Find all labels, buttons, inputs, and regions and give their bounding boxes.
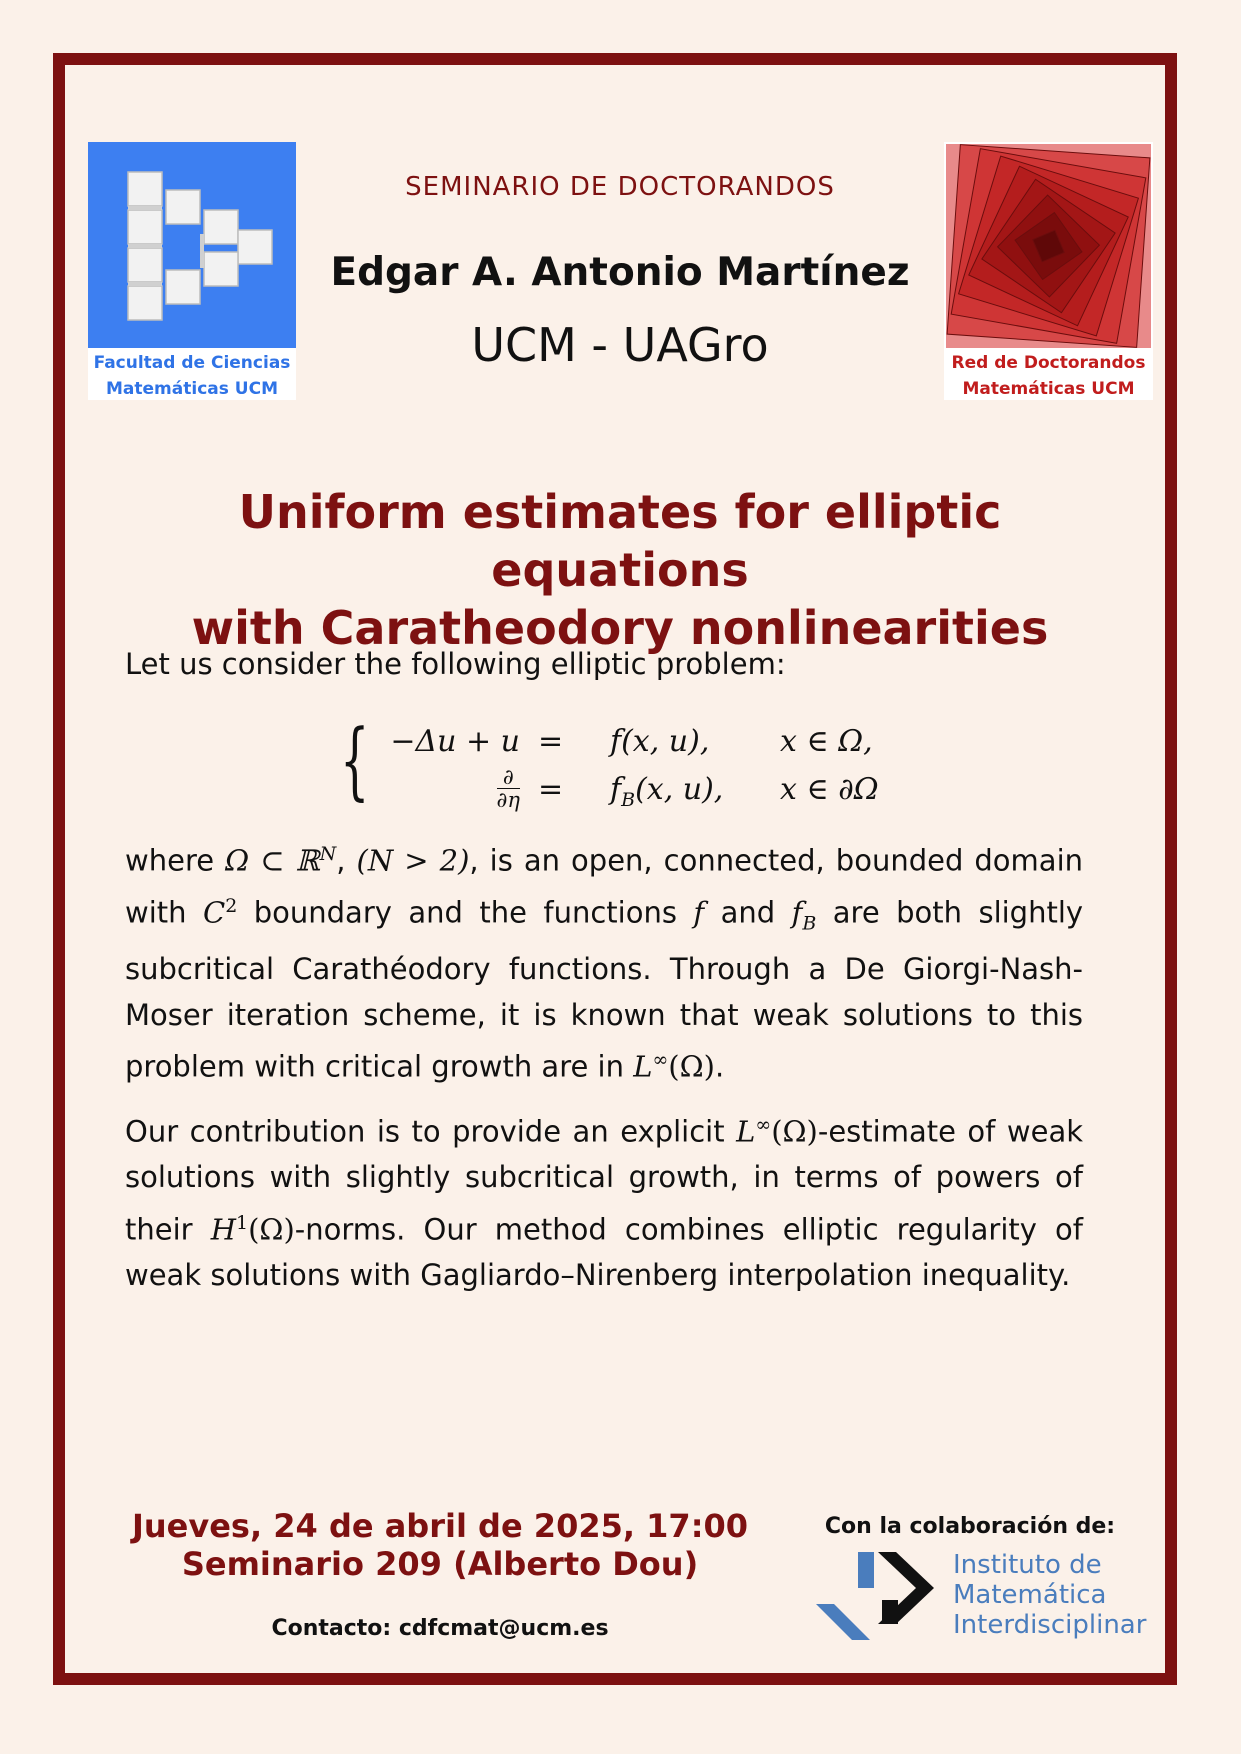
event-date: Jueves, 24 de abril de 2025, 17:00 <box>131 1507 749 1545</box>
event-info <box>130 1507 750 1583</box>
red-doctorandos-logo <box>944 142 1153 400</box>
talk-title-line2: with Caratheodory nonlinearities <box>191 601 1049 655</box>
abstract-intro: Let us consider the following elliptic problem: <box>125 647 786 681</box>
eq2-lhs <box>497 766 520 811</box>
eq2-rhs: $f_B(x$, u), <box>610 772 724 811</box>
imi-name-line1: Instituto de <box>953 1550 1102 1580</box>
event-room: Seminario 209 (Alberto Dou) <box>181 1545 699 1583</box>
talk-title-line1: Uniform estimates for elliptic equations <box>238 485 1002 597</box>
red-caption-line2: Matemáticas UCM <box>962 379 1135 399</box>
eq1-lhs: −Δu + u <box>390 724 520 759</box>
collaboration-label: Con la colaboración de: <box>824 1514 1116 1539</box>
contact-email[interactable]: Contacto: cdfcmat@ucm.es <box>271 1616 609 1641</box>
imi-name <box>953 1550 1146 1640</box>
spiral-squares-icon <box>946 144 1151 348</box>
eq2-lhs-denominator: ∂η <box>496 788 520 812</box>
imi-name-line2: Matemática <box>953 1580 1107 1610</box>
equation-row-1 <box>370 724 910 764</box>
eq2-equals: = <box>538 772 564 807</box>
eq2-condition: x ∈ ∂Ω <box>780 772 879 807</box>
eq1-condition: x ∈ Ω, <box>780 724 873 759</box>
abstract-paragraph-1: where Ω ⊂ ℝ$^N$, (N > 2), is an open, connected, bounded domain with $C^2$ boundary and the functions f and $f_B$ are both slightly subcritical Carathéodory functions. Through a De Giorgi-Nash-Moser iteration scheme, it is known that weak solutions to this problem with critical growth are in L∞(Ω). <box>125 843 1084 1084</box>
imi-mark-icon <box>812 1548 952 1644</box>
facultad-caption-line2: Matemáticas UCM <box>106 379 278 399</box>
facultad-caption <box>88 350 296 402</box>
speaker-name: Edgar A. Antonio Martínez <box>330 250 910 295</box>
left-brace: { <box>340 711 370 809</box>
facultad-logo <box>88 142 296 400</box>
equation-row-2 <box>370 765 910 812</box>
red-caption-line1: Red de Doctorandos <box>951 353 1146 373</box>
abstract-paragraph-2: Our contribution is to provide an explicit L∞(Ω)-estimate of weak solutions with slightly subcritical growth, in terms of powers of their $H^1(\Omega)$-norms. Our method combines elliptic regularity of weak solutions with Gagliardo–Nirenberg interpolation inequality. <box>125 1114 1084 1292</box>
red-caption <box>944 350 1153 402</box>
impossible-cubes-icon <box>88 142 296 348</box>
equation-system <box>340 711 900 818</box>
eq1-equals: = <box>538 724 564 759</box>
eq2-lhs-numerator: ∂ <box>497 766 520 789</box>
talk-title <box>120 483 1120 657</box>
imi-name-line3: Interdisciplinar <box>953 1610 1147 1640</box>
eq1-rhs: f(x, u), <box>610 724 710 759</box>
seminar-series: SEMINARIO DE DOCTORANDOS <box>405 172 835 202</box>
speaker-affiliation: UCM - UAGro <box>471 318 769 372</box>
facultad-caption-line1: Facultad de Ciencias <box>93 353 291 373</box>
